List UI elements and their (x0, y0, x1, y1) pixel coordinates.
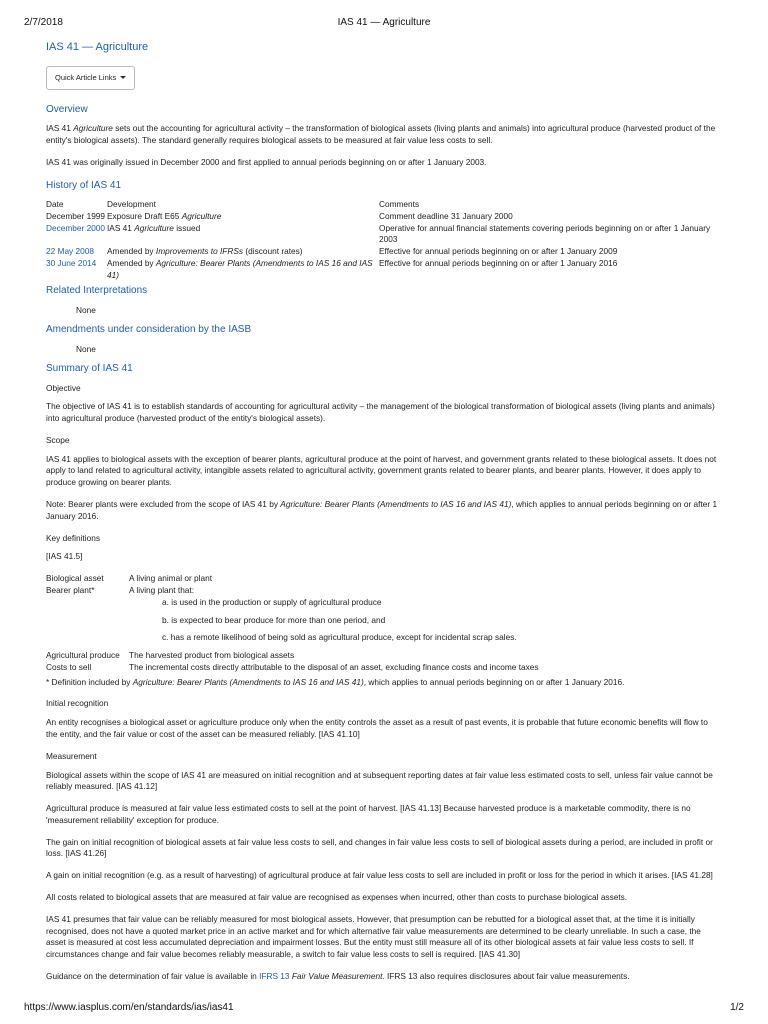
overview-heading: Overview (46, 104, 88, 116)
page-number: 1/2 (730, 1002, 744, 1013)
caret-down-icon (120, 76, 126, 79)
measurement-paragraph: A gain on initial recognition (e.g. as a result of harvesting) of agricultural produce at fair value less costs to sell are included in profit or loss for the period in which it arises. [IAS 41.28] (46, 870, 713, 881)
history-date-link[interactable]: December 2000 (46, 222, 106, 233)
history-comment: Comment deadline 31 January 2000 (379, 210, 513, 221)
print-footer (24, 1001, 744, 1013)
objective-paragraph: The objective of IAS 41 is to establish standards of accounting for agricultural activity – the management of the biological transformation of biological assets (living plants and animals) into agricultural produce (harvested product of the entity's biological assets). (46, 401, 715, 424)
measurement-paragraph: The gain on initial recognition of biological assets at fair value less costs to sell, and changes in fair value less costs to sell of biological assets during a period, are included in profit or loss. [IAS 41.26] (46, 836, 713, 859)
definition-term: Bearer plant* (46, 584, 95, 595)
history-col-date: Date (46, 198, 64, 209)
related-interpretations-value: None (76, 304, 96, 315)
history-development: IAS 41 Agriculture issued (107, 222, 201, 233)
definition-term: Biological asset (46, 573, 104, 584)
initial-recognition-heading: Initial recognition (46, 698, 109, 709)
related-interpretations-heading: Related Interpretations (46, 285, 148, 297)
site-title[interactable] (46, 40, 720, 56)
history-date-link[interactable]: 30 June 2014 (46, 257, 97, 268)
key-definitions-ref: [IAS 41.5] (46, 551, 83, 562)
history-row (46, 211, 720, 223)
definition-row (46, 662, 720, 674)
print-date: 2/7/2018 (24, 17, 63, 28)
article-content (46, 40, 720, 993)
definition-description: A living plant that: a. is used in the production or supply of agricultural produce b. is expected to bear produce for more than one period, and c. has a remote likelihood of being sold as agricultural produce, except for incidental scrap sales. (129, 585, 720, 650)
history-heading: History of IAS 41 (46, 179, 122, 191)
definition-term: Agricultural produce (46, 650, 120, 661)
definition-description: The harvested product from biological assets (129, 650, 295, 661)
history-col-development: Development (107, 198, 156, 209)
scope-note: Note: Bearer plants were excluded from the scope of IAS 41 by Agriculture: Bearer Plants (Amendments to IAS 16 and IAS 41), which applies to annual periods beginning on or after 1 January 2016. (46, 499, 718, 521)
print-title: IAS 41 — Agriculture (337, 17, 431, 28)
definition-term: Costs to sell (46, 661, 92, 672)
history-col-comments: Comments (379, 198, 420, 209)
definition-description: A living animal or plant (129, 573, 213, 584)
definitions-list (46, 573, 720, 673)
scope-paragraph: IAS 41 applies to biological assets with the exception of bearer plants, agricultural produce at the point of harvest, and government grants related to these biological assets. It does not apply to land related to agricultural activity, intangible assets related to agricultural activity, government grants related to bearer plants, and bearer plants. However, it does apply to produce growing on bearer plants. (46, 453, 717, 488)
definition-row (46, 573, 720, 585)
overview-paragraph-1: IAS 41 Agriculture sets out the accounting for agricultural activity – the transformation of biological assets (living plants and animals) into agricultural produce (harvested product of the entity's biological assets). The standard generally requires biological assets to be measured at fair value less costs to sell. (46, 123, 716, 146)
ifrs-13-link[interactable]: IFRS 13 (259, 970, 290, 981)
history-comment: Effective for annual periods beginning on or after 1 January 2009 (379, 246, 618, 257)
amendments-value: None (76, 343, 96, 354)
key-definitions-heading: Key definitions (46, 532, 100, 543)
history-date-link[interactable]: 22 May 2008 (46, 246, 94, 257)
site-title-link[interactable]: IAS 41 — Agriculture (46, 41, 149, 53)
measurement-paragraph: Agricultural produce is measured at fair value less estimated costs to sell at the point of harvest. [IAS 41.13] Because harvested produce is a marketable commodity, there is no 'measurement reliability' exception for produce. (46, 803, 691, 825)
objective-heading: Objective (46, 382, 81, 393)
initial-recognition-paragraph: An entity recognises a biological asset or agriculture produce only when the entity controls the asset as a result of past events, it is probable that future economic benefits will flow to the entity, and the fair value or cost of the asset can be measured reliably. [IAS 41.10] (46, 717, 708, 739)
history-development: Amended by Agriculture: Bearer Plants (Amendments to IAS 16 and IAS 41) (107, 257, 373, 280)
history-comment: Effective for annual periods beginning on or after 1 January 2016 (379, 257, 618, 268)
definition-row (46, 650, 720, 662)
history-development: Exposure Draft E65 Agriculture (107, 210, 222, 221)
measurement-paragraph: IAS 41 presumes that fair value can be reliably measured for most biological assets. However, that presumption can be rebutted for a biological asset that, at the time it is initially recognised, does not have a quoted market price in an active market and for which alternative fair value measurements are determined to be clearly unreliable. In such a case, the asset is measured at cost less accumulated depreciation and impairment losses. But the entity must still measure all of its other biological assets at fair value less costs to sell. If circumstances change and fair value becomes reliably measurable, a switch to fair value less costs to sell is required. [IAS 41.30] (46, 913, 701, 960)
history-comment: Operative for annual financial statements covering periods beginning on or after 1 January 2003 (379, 222, 711, 245)
overview-paragraph-2: IAS 41 was originally issued in December 2000 and first applied to annual periods beginning on or after 1 January 2003. (46, 157, 487, 167)
measurement-paragraph: Biological assets within the scope of IAS 41 are measured on initial recognition and at subsequent reporting dates at fair value less estimated costs to sell, unless fair value cannot be reliably measured. [IAS 41.12] (46, 769, 713, 792)
summary-heading: Summary of IAS 41 (46, 363, 133, 375)
quick-article-links-button[interactable] (46, 66, 135, 91)
print-header (24, 16, 744, 28)
list-item: a. is used in the production or supply of agricultural produce (162, 596, 382, 607)
history-table (46, 199, 720, 281)
amendments-heading: Amendments under consideration by the IASB (46, 324, 252, 336)
measurement-paragraph: All costs related to biological assets that are measured at fair value are recognised as expenses when incurred, other than costs to purchase biological assets. (46, 892, 628, 902)
history-row (46, 223, 720, 247)
history-row (46, 258, 720, 282)
history-development: Amended by Improvements to IFRSs (discount rates) (107, 246, 303, 257)
quick-article-links-label: Quick Article Links (55, 72, 117, 82)
list-item: b. is expected to bear produce for more than one period, and (162, 614, 386, 625)
definition-row (46, 585, 720, 650)
measurement-heading: Measurement (46, 750, 97, 761)
history-row (46, 246, 720, 258)
history-date: December 1999 (46, 210, 106, 221)
definition-description: The incremental costs directly attributable to the disposal of an asset, excluding finance costs and income taxes (129, 661, 539, 672)
scope-heading: Scope (46, 434, 70, 445)
definitions-footnote: * Definition included by Agriculture: Bearer Plants (Amendments to IAS 16 and IAS 41), which applies to annual periods beginning on or after 1 January 2016. (46, 676, 625, 687)
print-url: https://www.iasplus.com/en/standards/ias/ias41 (24, 1002, 234, 1013)
bearer-plant-criteria (162, 597, 720, 644)
list-item: c. has a remote likelihood of being sold as agricultural produce, except for incidental scrap sales. (162, 632, 517, 643)
fair-value-guidance: Guidance on the determination of fair value is available in IFRS 13 Fair Value Measurement. IFRS 13 also requires disclosures about fair value measurements. (46, 970, 630, 981)
history-header-row (46, 199, 720, 211)
